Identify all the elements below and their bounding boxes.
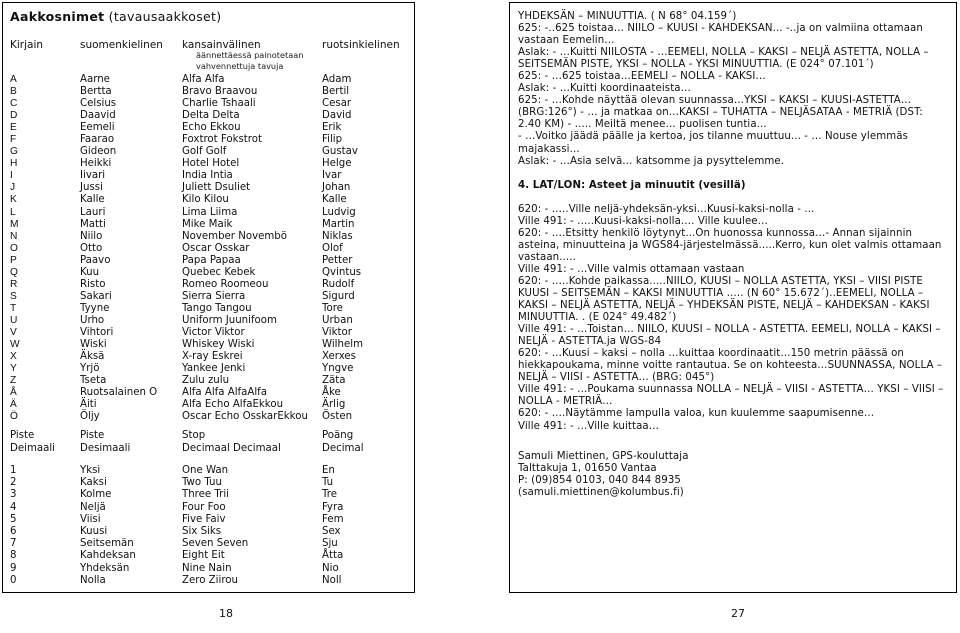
alphabet-swedish-cell: Östen (322, 411, 353, 423)
numbers-swedish-cell: Tre (322, 489, 337, 501)
alphabet-intl-cell: Alfa Echo AlfaEkkou (182, 399, 284, 411)
alphabet-intl-cell: Hotel Hotel (182, 158, 240, 170)
alphabet-finnish-cell: Yrjö (80, 363, 100, 375)
title-sub: (tavausaakkoset) (104, 9, 222, 24)
text-line: Aslak: - …Asia selvä… katsomme ja pysyttelemme. (518, 155, 785, 167)
alphabet-letter-cell: Y (10, 363, 17, 375)
text-line: 620: - ….Näytämme lampulla valoa, kun kuulemme saapumisenne… (518, 408, 875, 420)
alphabet-letter-cell: R (10, 278, 18, 290)
alphabet-swedish-cell: Erik (322, 122, 342, 134)
alphabet-letter-cell: Ö (10, 411, 18, 423)
numbers-finnish-cell: Seitsemän (80, 538, 134, 550)
numbers-intl-cell: Four Foo (182, 501, 226, 513)
alphabet-intl-cell: Zulu zulu (182, 375, 230, 387)
alphabet-finnish-cell: Ruotsalainen O (80, 387, 158, 399)
numbers-letter-cell: 0 (10, 574, 17, 586)
alphabet-letter-cell: B (10, 86, 17, 98)
numbers-intl-cell: Six Siks (182, 526, 222, 537)
alphabet-intl-cell: Sierra Sierra (182, 290, 246, 302)
alphabet-finnish-cell: Öljy (80, 411, 100, 423)
alphabet-letter-cell: Ä (10, 399, 17, 411)
text-line: Ville 491: - …Ville valmis ottamaan vastaan (518, 263, 745, 275)
alphabet-finnish-cell: Heikki (80, 158, 112, 170)
numbers-swedish-cell: Sju (322, 538, 338, 550)
alphabet-intl-cell: Yankee Jenki (182, 363, 246, 375)
header-intl-note (196, 50, 303, 72)
alphabet-finnish-cell: Faarao (80, 134, 115, 146)
alphabet-swedish-cell: Urban (322, 314, 353, 326)
alphabet-intl-cell: India Intia (182, 170, 233, 182)
text-line: 620: - ….Etsitty henkilö löytynyt...On huonossa kunnossa…- Annan sijainnin asteina, minuutteina ja WGS84-järjestelmässä.....Kerro, kun olet valmis ottamaan vastaan..... (518, 227, 942, 263)
alphabet-finnish-cell: Sakari (80, 290, 112, 302)
alphabet-intl-cell: Whiskey Wiski (182, 339, 255, 351)
letter-column (10, 74, 40, 423)
alphabet-letter-cell: U (10, 314, 18, 326)
alphabet-finnish-cell: Paavo (80, 254, 111, 266)
alphabet-letter-cell: I (10, 170, 13, 182)
numbers-swedish-cell: Tu (322, 477, 334, 489)
alphabet-finnish-cell: Tyyne (80, 302, 110, 314)
alphabet-swedish-cell: Xerxes (322, 351, 356, 363)
alphabet-finnish-cell: Kalle (80, 194, 105, 206)
alphabet-finnish-cell: Celsius (80, 98, 117, 110)
text-line: YHDEKSÄN – MINUUTTIA. ( N 68° 04.159´) (518, 11, 737, 22)
alphabet-swedish-cell: Ärlig (322, 399, 346, 411)
alphabet-swedish-cell: Niklas (322, 230, 353, 242)
alphabet-intl-cell: Tango Tangou (182, 302, 252, 314)
alphabet-intl-cell: Oscar Osskar (182, 242, 250, 254)
header-swedish: ruotsinkielinen (322, 39, 400, 51)
alphabet-swedish-cell: Qvintus (322, 266, 362, 278)
alphabet-letter-cell: Q (10, 266, 18, 278)
alphabet-swedish-cell: Ivar (322, 170, 342, 182)
alphabet-swedish-cell: Yngve (322, 363, 354, 375)
spacer (518, 433, 948, 451)
alphabet-letter-cell: T (10, 302, 17, 314)
alphabet-letter-cell: L (10, 206, 16, 218)
alphabet-finnish-cell: Otto (80, 242, 103, 254)
alphabet-swedish-cell: Martin (322, 218, 355, 230)
alphabet-intl-cell: Bravo Braavou (182, 86, 258, 98)
alphabet-finnish-cell: Wiski (80, 339, 107, 351)
alphabet-swedish-cell: Helge (322, 158, 352, 170)
punct-finnish-cell: Desimaali (80, 442, 131, 454)
punct-swedish-cell: Poäng (322, 430, 354, 441)
text-line: 4. LAT/LON: Asteet ja minuutit (vesillä) (518, 179, 746, 191)
header-intl-note-line1: äännettäessä painotetaan (196, 50, 304, 60)
numbers-swedish-cell: Fem (322, 513, 344, 525)
numbers-swedish-cell: En (322, 465, 335, 476)
text-line: Talttakuja 1, 01650 Vantaa (518, 462, 657, 474)
text-line: 625: - …625 toistaa…EEMELI – NOLLA - KAKSI… (518, 71, 766, 83)
alphabet-intl-cell: Oscar Echo OsskarEkkou (182, 411, 308, 423)
header-intl: kansainvälinen (182, 39, 261, 51)
text-line: Aslak: - …Kuitti koordinaateista… (518, 83, 691, 95)
numbers-finnish-cell: Kolme (80, 489, 112, 501)
alphabet-intl-cell: Echo Ekkou (182, 122, 241, 134)
alphabet-intl-cell: Lima Liima (182, 206, 238, 218)
alphabet-finnish-cell: Vihtori (80, 326, 114, 338)
alphabet-intl-cell: Charlie Tshaali (182, 98, 256, 110)
numbers-finnish-cell: Yhdeksän (80, 562, 130, 574)
text-line: - …Voitko jäädä päälle ja kertoa, jos tilanne muuttuu... - … Nouse ylemmäs majakassi… (518, 131, 908, 155)
header-letter: Kirjain (10, 39, 44, 51)
alphabet-finnish-cell: Risto (80, 278, 106, 290)
alphabet-intl-cell: Mike Maik (182, 218, 233, 230)
punct-swedish-cell: Decimal (322, 442, 364, 454)
alphabet-letter-cell: N (10, 230, 18, 242)
numbers-letter-cell: 8 (10, 550, 17, 562)
text-line: 620: - …..Kohde paikassa.....NIILO, KUUSI – NOLLA ASTETTA, YKSI – VIISI PISTE KUUSI – SEITSEMÄN – KAKSI MINUUTTIA ….. (N 60° 15.672´)..EEMELI, NOLLA – KAKSI – NELJÄ ASTETTA, NELJÄ – YHDEKSÄN PISTE, NELJÄ – KAHDEKSAN - KAKSI MINUUTTIA. . (E 024° 49.482´) (518, 275, 930, 324)
alphabet-swedish-cell: Johan (322, 182, 351, 194)
alphabet-finnish-cell: Kuu (80, 266, 100, 278)
alphabet-letter-cell: Å (10, 387, 17, 399)
alphabet-swedish-cell: Åke (322, 387, 341, 399)
alphabet-finnish-cell: Matti (80, 218, 106, 230)
text-line: Ville 491: - …Toistan… NIILO, KUUSI – NOLLA - ASTETTA. EEMELI, NOLLA – KAKSI – NELJÄ - ASTETTA.ja WGS-84 (518, 324, 941, 348)
alphabet-letter-cell: Z (10, 375, 17, 387)
alphabet-intl-cell: Victor Viktor (182, 326, 245, 338)
swedish-column (322, 74, 363, 423)
text-line: Ville 491: - …Ville kuittaa… (518, 420, 660, 432)
alphabet-letter-cell: P (10, 254, 17, 266)
text-line: P: (09)854 0103, 040 844 8935 (518, 474, 682, 486)
text-line: (samuli.miettinen@kolumbus.fi) (518, 486, 684, 498)
alphabet-letter-cell: W (10, 339, 20, 351)
punct-intl-cell: Decimaal Decimaal (182, 442, 281, 454)
alphabet-swedish-cell: Tore (322, 302, 343, 314)
alphabet-swedish-cell: Bertil (322, 86, 350, 98)
left-page-title (10, 9, 221, 24)
numbers-swedish-cell: Noll (322, 574, 342, 586)
alphabet-finnish-cell: Lauri (80, 206, 106, 218)
numbers-intl-cell: Nine Nain (182, 562, 232, 574)
spacer (518, 192, 948, 204)
alphabet-intl-cell: Kilo Kilou (182, 194, 229, 206)
alphabet-swedish-cell: Adam (322, 74, 352, 85)
numbers-swedish-cell: Åtta (322, 550, 344, 562)
alphabet-finnish-cell: Bertta (80, 86, 112, 98)
numbers-finnish-cell: Viisi (80, 513, 101, 525)
alphabet-letter-cell: M (10, 218, 19, 230)
numbers-letter-cell: 9 (10, 562, 17, 574)
alphabet-intl-cell: Uniform Juunifoom (182, 314, 277, 326)
numbers-finnish-cell: Nolla (80, 574, 106, 586)
alphabet-swedish-cell: Ludvig (322, 206, 356, 218)
alphabet-finnish-cell: Tseta (80, 375, 107, 387)
left-page-number: 18 (219, 607, 233, 620)
punct-finnish-cell: Piste (80, 430, 105, 441)
alphabet-letter-cell: H (10, 158, 18, 170)
numbers-intl-cell: Two Tuu (182, 477, 222, 489)
alphabet-finnish-cell: Urho (80, 314, 105, 326)
numbers-finnish-cell: Kahdeksan (80, 550, 136, 562)
alphabet-swedish-cell: Petter (322, 254, 353, 266)
numbers-intl-cell: One Wan (182, 465, 229, 476)
alphabet-letter-cell: C (10, 98, 18, 110)
alphabet-intl-cell: Delta Delta (182, 110, 240, 122)
header-finnish: suomenkielinen (80, 39, 163, 51)
alphabet-swedish-cell: Wilhelm (322, 339, 363, 351)
text-line: Aslak: - …Kuitti NIILOSTA - …EEMELI, NOLLA – KAKSI – NELJÄ ASTETTA, NOLLA – SEITSEMÄN PISTE, YKSI – NOLLA - YKSI MINUUTTIA. (E 024° 07.101´) (518, 47, 929, 71)
text-line: Ville 491: - …..Kuusi-kaksi-nolla…. Ville kuulee… (518, 215, 768, 227)
alphabet-letter-cell: X (10, 351, 17, 363)
numbers-letter-cell: 7 (10, 538, 17, 550)
alphabet-letter-cell: A (10, 74, 17, 85)
alphabet-swedish-cell: Zäta (322, 375, 346, 387)
header-intl-note-line2: vahvennettuja tavuja (196, 61, 284, 71)
alphabet-letter-cell: K (10, 194, 17, 206)
numbers-letter-cell: 3 (10, 489, 17, 501)
alphabet-swedish-cell: Gustav (322, 146, 358, 158)
intl-column (182, 74, 308, 423)
alphabet-finnish-cell: Iivari (80, 170, 106, 182)
alphabet-finnish-cell: Äiti (80, 399, 97, 411)
numbers-finnish-cell: Kaksi (80, 477, 107, 489)
text-line: 625: - …Kohde näyttää olevan suunnassa…YKSI – KAKSI – KUUSI-ASTETTA… (BRG:126°) - … ja matkaa on…KAKSI – TUHATTA – NELJÄSATAA - METRIÄ (DST: 2.40 KM) - ….. Meiltä menee… puolisen tuntia... (518, 95, 923, 131)
alphabet-finnish-cell: Aarne (80, 74, 110, 85)
alphabet-letter-cell: S (10, 290, 17, 302)
finnish-column (80, 74, 157, 423)
numbers-swedish-cell: Nio (322, 562, 339, 574)
alphabet-intl-cell: November Novembö (182, 230, 288, 242)
alphabet-swedish-cell: Viktor (322, 326, 352, 338)
alphabet-swedish-cell: Sigurd (322, 290, 355, 302)
numbers-swedish-cell: Fyra (322, 501, 344, 513)
text-line: 620: - …..Ville neljä-yhdeksän-yksi…Kuusi-kaksi-nolla - ... (518, 203, 815, 215)
numbers-letter-cell: 1 (10, 465, 17, 476)
numbers-finnish-cell: Neljä (80, 501, 106, 513)
alphabet-finnish-cell: Eemeli (80, 122, 115, 134)
numbers-intl-cell: Seven Seven (182, 538, 249, 550)
alphabet-letter-cell: V (10, 326, 17, 338)
numbers-intl-cell: Five Faiv (182, 513, 226, 525)
numbers-intl-cell: Eight Eit (182, 550, 225, 562)
alphabet-swedish-cell: Rudolf (322, 278, 355, 290)
numbers-letter-cell: 2 (10, 477, 17, 489)
alphabet-swedish-cell: Kalle (322, 194, 347, 206)
alphabet-swedish-cell: David (322, 110, 352, 122)
alphabet-finnish-cell: Daavid (80, 110, 116, 122)
alphabet-intl-cell: Juliett Dsuliet (182, 182, 251, 194)
right-page-number: 27 (731, 607, 745, 620)
numbers-finnish-cell: Kuusi (80, 526, 108, 537)
numbers-swedish-cell: Sex (322, 526, 341, 537)
alphabet-letter-cell: J (10, 182, 16, 194)
alphabet-intl-cell: Alfa Alfa AlfaAlfa (182, 387, 267, 399)
title-main: Aakkosnimet (10, 9, 105, 24)
numbers-letter-cell: 6 (10, 526, 17, 537)
punct-letter-cell: Piste (10, 430, 35, 441)
alphabet-letter-cell: F (10, 134, 17, 146)
alphabet-intl-cell: X-ray Eskrei (182, 351, 243, 363)
text-line: Samuli Miettinen, GPS-kouluttaja (518, 450, 689, 462)
alphabet-intl-cell: Papa Papaa (182, 254, 241, 266)
alphabet-swedish-cell: Olof (322, 242, 343, 254)
alphabet-finnish-cell: Äksä (80, 351, 105, 363)
numbers-finnish-cell: Yksi (80, 465, 101, 476)
right-page-body (518, 11, 948, 499)
numbers-intl-cell: Zero Ziirou (182, 574, 238, 586)
alphabet-finnish-cell: Niilo (80, 230, 103, 242)
punct-intl-cell: Stop (182, 430, 206, 441)
alphabet-letter-cell: E (10, 122, 17, 134)
alphabet-swedish-cell: Cesar (322, 98, 352, 110)
text-line: Ville 491: - …Poukama suunnassa NOLLA – NELJÄ – VIISI - ASTETTA… YKSI – VIISI – NOLLA - METRIÄ… (518, 384, 944, 408)
alphabet-intl-cell: Foxtrot Fokstrot (182, 134, 262, 146)
numbers-letter-cell: 5 (10, 513, 17, 525)
punct-letter-cell: Deimaali (10, 442, 56, 454)
alphabet-intl-cell: Alfa Alfa (182, 74, 225, 85)
alphabet-intl-cell: Golf Golf (182, 146, 227, 158)
alphabet-letter-cell: O (10, 242, 18, 254)
alphabet-letter-cell: G (10, 146, 18, 158)
numbers-intl-cell: Three Trii (182, 489, 229, 501)
alphabet-letter-cell: D (10, 110, 18, 122)
spacer (518, 168, 948, 180)
alphabet-finnish-cell: Gideon (80, 146, 117, 158)
text-line: 625: -..625 toistaa… NIILO – KUUSI - KAHDEKSAN... -..ja on valmiina ottamaan vastaan Eemelin… (518, 23, 923, 47)
alphabet-swedish-cell: Filip (322, 134, 343, 146)
alphabet-intl-cell: Quebec Kebek (182, 266, 256, 278)
numbers-letter-cell: 4 (10, 501, 17, 513)
text-line: 620: - …Kuusi – kaksi – nolla …kuittaa koordinaatit…150 metrin päässä on hiekkapoukama, minne voitte rantautua. Se on kohteesta…SUUNNASSA, NOLLA – NELJÄ – VIISI - ASTETTA… (BRG: 045°) (518, 348, 943, 384)
alphabet-finnish-cell: Jussi (80, 182, 103, 194)
alphabet-intl-cell: Romeo Roomeou (182, 278, 269, 290)
